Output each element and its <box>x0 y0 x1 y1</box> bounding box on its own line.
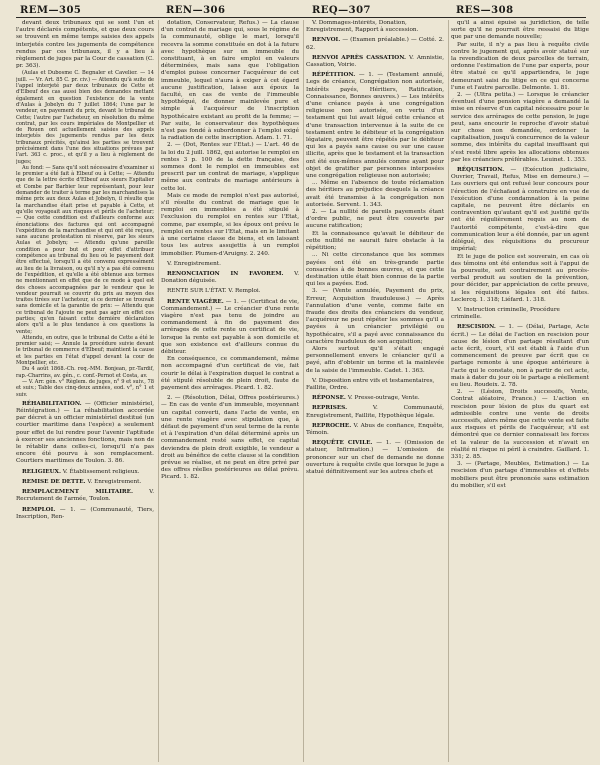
entry-title: RENONCIATION IN FAVOREM. <box>167 270 284 277</box>
entry-text: — (Exécution judiciaire, Ouvrier, Travail, Refus, Mise en demeure.) — Les ouvriers qui ont refusé leur concours pour l'érection de l'échafaud à construire en vue de l'exécution d'une condamnation à la peine capitale, ne peuvent être déclarés en contravention qu'autant qu'il est justifié qu'ils ont été régulièrement requis au nom de l'autorité compétente, c'est-à-dire que communication leur a été donnée, par un agent délégué, des réquisitions du procureur impérial; <box>451 167 589 253</box>
entry-title: REPROCHE. <box>312 422 352 429</box>
text-columns <box>16 20 588 762</box>
entry-requisition <box>451 167 589 253</box>
entry-rehabilitation <box>16 401 154 466</box>
entry-text: — 1. — (Omission de statuer, Infirmation.) — L'omission de prononcer sur un chef de demande ne donne ouverture à requête civile que lorsque le juge a statué définitivement sur les autres chefs et <box>306 440 444 475</box>
entry-remplacement-militaire <box>16 489 154 503</box>
entry-text: V. Établissement religieux. <box>62 468 140 475</box>
column-3 <box>306 20 444 760</box>
paragraph: Au fond: — Sans qu'il soit nécessaire d'examiner si le premier a été fait à Elbeuf ou à Cette; — Attendu que de la lettre écrite d'Elbeuf aux sieurs Espitalier et Combe par Barbier leur représentant, pour leur demander de traiter à terme par les marchandises la même prix aux deux Aulas et Jobelyn, il résulte que la marchandise était prise et payable à Cette, et qu'elle voyageait aux risques et périls de l'acheteur; — Que cette condition est d'ailleurs conforme aux énonciations des factures qui ont accompagné l'expédition de la marchandise et qui ont été reçues, sans aucune protestation ni réserve, par les sieurs Aulas et Jobelyn; — Attendu qu'une pareille condition a pour but et pour effet d'attribuer compétence au tribunal du lieu où le payement doit être effectué, lorsqu'il a été convenu expressément au lieu de la livraison, ou qu'il n'y a pas été convenu de l'expédition, et qu'elle a été obtenue aux termes ne mentionnant en effet que de ce mode à quel est des choses accompagnées par le vendeur que le vendeur pourrait se couvrir du prix au moyen des traites tirées sur l'acheteur, si ce dernier se trouvait sans domicile et la garantie de prix: — Attendu que ce tribunal de l'ajoute ne peut pas agir en effet ces parties; qu'en faisant cette dernière déclaration alors qu'il a le plus tendance à ces questions la vente; <box>16 164 154 335</box>
entry-renvoi-apres-cassation <box>306 55 444 69</box>
entry-title: RÉQUISITION. <box>457 167 505 174</box>
entry-reproche <box>306 423 444 437</box>
entry-text: V. Abus de confiance, Enquête, Témoin. <box>306 422 444 436</box>
paragraph: (Aulas et Dubosme C. Begnaler et Cavelier. — 14 juill. — Vr. Art. 85 C. pr. civ.) — Attendu qu'à suite de l'appel interjeté par deux tribunaux de Cette et d'Elbeuf des cas aussi bien des demandes mettant également en question l'existence de la vente d'Aulas à Jobelyn du 7 juillet 1864; l'une par le vendeur, en payement du prix, devant le tribunal de Cette; l'autre par l'acheteur, en résolution du même contrat, par les cours impériales de Montpellier et de Rouen ont actuellement saisies des appels interjetés des jugements rendus par les deux tribunaux précités, qu'ainsi les parties se trouvent précisément dans l'une des situations prévues par l'art. 363 c. proc., et qu'il y a lieu à règlement de juges; <box>16 70 154 165</box>
column-4 <box>451 20 589 760</box>
paragraph: 2. — (Résolution, Délai, Offres postérieures.) — En cas de vente d'un immeuble, moyennant un capital converti, dans l'acte de vente, en une rente viagère avec stipulation que, à défaut de payement d'un seul terme de la rente et à l'expiration d'un délai déterminé après un commandement resté sans effet, ce capital deviendra de plein droit exigible, le vendeur a droit au bénéfice de cette clause si la condition prévue se réalise, et ne peut en être privé par des offres réelles postérieures au délai prévu. Picard. 1. 82. <box>161 395 299 481</box>
entry-text: — 1. — (Communauté, Tiers, Inscription, Ren- <box>16 506 154 520</box>
entry-repetition <box>306 72 444 180</box>
entry-religieux <box>16 469 154 476</box>
paragraph: Et le juge de police est souverain, en cas où des témoins ont été entendus soit à l'appui de la poursuite, soit contrairement au procès-verbal produit au soutien de la prévention, pour décider, par appréciation de cette preuve, si les réquisitions légales ont été faites. Leclercq. 1. 318; Liéfard. 1. 318. <box>451 253 589 303</box>
entry-title: RÉPÉTITION. <box>312 72 356 79</box>
entry-text: V. Amnistie, Cassation, Voirie. <box>306 54 444 69</box>
entry-title: REMPLACEMENT MILITAIRE. <box>22 489 133 496</box>
entry-reprises <box>306 405 444 419</box>
entry-text: — (Examen préalable.) — Cotté. 2. 62. <box>306 37 444 51</box>
entry-title: RESCISION. <box>457 324 496 331</box>
entry-title: RENVOI APRÈS CASSATION. <box>312 54 407 61</box>
entry-text: — 1. — (Certificat de vie, Commandement.) — Le créancier d'une rente viagère n'est pas tenu de joindre au commandement à fin de payement des arrérages de cette rente un certificat de vie, lorsque la rente est payable à son domicile et que son existence est d'ailleurs connue du débiteur. <box>161 298 299 355</box>
entry-title: RÉPONSE. <box>312 395 346 402</box>
paragraph: Alors surtout qu'il s'était engagé personnellement envers le créancier qu'il a payé, afin d'obtenir un terme et la mainlevée de la saisie de l'immeuble. Cadet. 1. 363. <box>306 345 444 374</box>
paragraph: dotation, Conservateur, Refus.) — La clause d'un contrat de mariage qui, sous le régime de la communauté, oblige le mari, lorsqu'il recevra la somme constituée en dot à la future avec hypothèque sur un immeuble du constituant, à en faire emploi en valeurs déterminées, mais sans que l'obligation d'emploi puisse concerner l'acquéreur de cet immeuble, lequel n'aura à exiger à cet égard aucune justification, laisse aux époux la faculté, en cas de vente de l'immeuble hypothéqué, de donner mainlevée pure et simple à l'acquéreur de l'inscription hypothécaire existant au profit de la femme; — Par suite, le conservateur des hypothèques n'est pas fondé à subordonner à l'emploi exigé la radiation de cette inscription. Adam. 1. 71. <box>161 20 299 142</box>
entry-title: RENVOI. <box>312 37 341 44</box>
entry-rente-sur-letat: RENTE SUR L'ÉTAT. V. Remploi. <box>167 288 261 295</box>
paragraph: Du 4 août 1868.-Ch. req.-MM. Bonjean, pr.-Tardif, rap.-Charrins, av. gén., c. conf.-Pernot et Costa, av. <box>16 366 154 379</box>
paragraph: 2. — (Lésion, Droits successifs, Vente, Contrat aléatoire, France.) — L'action en rescision pour lésion de plus du quart est admissible contre une vente de droits successifs, alors même que cette vente est faite aux risques et périls de l'acquéreur, s'il est démontré que ce dernier connaissait les forces et la valeur de la succession et n'avait en réalité ni risque ni péril à craindre. Gaillard. 1. 331; 2. 85. <box>451 389 589 460</box>
column-1 <box>16 20 154 760</box>
entry-rente-viagere <box>161 299 299 357</box>
entry-text: V. Communauté, Enregistrement, Faillite, Hypothèque légale. <box>306 405 444 419</box>
paragraph: 2. — (Dot, Rentes sur l'Etat.) — L'art. 46 de la loi du 2 juill. 1862, qui autorise le remploi en rentes 3 p. 100 de la dette française, des sommes dont le remploi en immeubles est prescrit par un contrat de mariage, s'applique même aux contrats de mariage antérieurs à cette loi. <box>161 142 299 192</box>
entry-text: V. Presse-outrage, Vente. <box>347 395 420 402</box>
entry-title: RÉHABILITATION. <box>22 400 82 407</box>
entry-text: V. Enregistrement. <box>87 478 142 485</box>
entry-text: V. Recrutement de l'armée, Toulon. <box>16 489 154 503</box>
entry-requete-civile <box>306 440 444 476</box>
entry-see-also: V. Enregistrement. <box>167 260 221 267</box>
entry-title: RELIGIEUX. <box>22 468 61 475</box>
paragraph: 3. — (Vente annulée, Payement du prix, Erreur, Acquisition frauduleuse.) — Après l'annulation d'une vente, comme faite en fraude des droits des créanciers du vendeur, l'acquéreur ne peut répéter les sommes qu'il a payées à un créancier privilégié ou hypothécaire, s'il a payé avec connaissance du caractère frauduleux de son acquisition; <box>306 288 444 345</box>
entry-title: REPRISES. <box>312 405 348 412</box>
paragraph: Par suite, il n'y a pas lieu à requête civile contre le jugement qui, après avoir statué sur la revendication de deux parcelles de terrain, ordonne l'estimation de l'une par experts, pour être statué ce qu'il appartiendra, le juge demeurant saisi du litige en ce qui concerne l'une et l'autre parcelle. Delmonte. 1. 81. <box>451 41 589 91</box>
paragraph: — V. Arr. gén. v° Règlem. de juges, n° 9 et suiv., 78 et suiv.; Table des cinq-deux années, eod. v°, n° 1 et suiv. <box>16 378 154 398</box>
entry-text: — 1. — (Délai, Partage, Acte écrit.) — Le délai de l'action en rescision pour cause de lésion d'un partage résultant d'un acte écrit, court, s'il est établi à l'aide d'un commencement de preuve par écrit que ce partage remonte à une époque antérieure à l'acte qui le constate, non à partir de cet acte, mais à dater du jour où le partage a réellement eu lieu. Roudeix. 2. 78. <box>451 324 589 388</box>
paragraph: ... Ni cette circonstance que les sommes payées ont été en très-grande partie consacrées à de bonnes œuvres, et que cette destination utile était bien connue de la partie qui les a payées. Eod. <box>306 252 444 288</box>
running-head-3: REQ—307 <box>312 5 372 16</box>
paragraph: Et la connaissance qu'avait le débiteur de cette nullité ne saurait faire obstacle à la répétition; <box>306 230 444 252</box>
entry-renonciation <box>161 271 299 285</box>
entry-remise-de-dette <box>16 479 154 486</box>
entry-title: RENTE VIAGÈRE. <box>167 298 224 305</box>
running-head-1: REM—305 <box>20 5 82 16</box>
running-head-2: REN—306 <box>166 5 226 16</box>
running-head <box>16 5 586 18</box>
entry-renvoi <box>306 37 444 51</box>
column-2 <box>161 20 299 760</box>
paragraph: 3. — (Partage, Meubles, Estimation.) — La rescision d'un partage d'immeubles et d'effets mobiliers peut être prononcée sans estimation du mobilier, s'il est <box>451 461 589 489</box>
paragraph: 2. — (Ultra petita.) — Lorsque le créancier éventuel d'une pension viagère a demandé la mise en réserve d'un capital nécessaire pour le service des arrérages de cette pension, le juge peut, sans encourir le reproche d'avoir statué sur chose non demandée, ordonner la capitalisation, jusqu'à concurrence de la valeur somme, des intérêts du capital insuffisant qui s'est resté libre après les allocations obtenues par les créanciers préférables. Leuinet. 1. 353. <box>451 92 589 163</box>
running-head-4: RES—308 <box>456 5 514 16</box>
paragraph: V. Dommages-intérêts, Donation, Enregistrement, Rapport à succession. <box>306 20 419 34</box>
entry-text: V. Donation déguisée. <box>161 270 299 285</box>
paragraph: qu'il a ainsi épuisé sa juridiction, de telle sorte qu'il ne pourrait être ressaisi du litige que par une demande nouvelle; <box>451 20 589 41</box>
entry-title: REMISE DE DETTE. <box>22 478 86 485</box>
entry-title: REMPLOI. <box>22 506 56 513</box>
paragraph: En conséquence, ce commandement, même non accompagné d'un certificat de vie, fait courir le délai à l'expiration duquel le contrat a été stipulé résoluble de plein droit, faute de payement des arrérages. Picard. 1. 82. <box>161 356 299 391</box>
paragraph: V. Disposition entre vifs et testamentaires, Faillite, Ordre. <box>306 377 435 391</box>
paragraph: Attendu, en outre, que le tribunal de Cette a été le premier saisi; — Annule la procédure suivie devant le tribunal de commerce d'Elbeuf; maintient la cause et les parties en l'état d'appel devant la cour de Montpellier, etc. <box>16 334 154 367</box>
paragraph: devant deux tribunaux qui se sont l'un et l'autre déclarés compétents, et que deux cours se trouvent en même temps saisies des appels interjetés contre les jugements de compétence rendus par ces tribunaux, il y a lieu à règlement de juges par la Cour de cassation (C. pr. 363). <box>16 20 154 70</box>
entry-text: — 1. — (Testament annulé, Legs de créance, Congrégation non autorisée, Intérêts payés, Héritiers, Ratification, Connaissance, Bonnes œuvres.) — Les intérêts d'une créance payés à une congrégation religieuse non autorisée, en vertu d'un testament qui lui avait légué cette créance et d'une transaction intervenue à la suite de ce testament entre le débiteur et la congrégation légataire, peuvent être répétés par le débiteur qui les a payés sans cause ou sur une cause illicite, après que le testament et la transaction ont été eux-mêmes annulés comme ayant pour objet de gratifier par personnes interposées une congrégation religieuse non autorisée; <box>306 72 444 180</box>
paragraph: 2. — La nullité de pareils payements étant d'ordre public, ne peut être couverte par aucune ratification; <box>306 209 444 230</box>
paragraph: Mais ce mode de remploi n'est pas autorisé, s'il résulte du contrat de mariage que le remploi en immeubles a été stipulé à l'exclusion du remploi en rentes sur l'Etat, comme, par exemple, si les époux ont prévu le remploi en rentes sur l'Etat, mais en le limitant à une certaine classe de biens, et en laissant tous les autres assujettis à un remploi immobilier. Plumen-d'Aruigny. 2. 240. <box>161 192 299 257</box>
paragraph: ... Même en l'absence de toute réclamation des héritiers au préjudice desquels la créance avait été transmise à la congrégation non autorisée. Servent. 1. 343. <box>306 180 444 208</box>
entry-text: — (Officier ministériel, Réintégration.) — La réhabilitation accordée par décret à un officier ministériel destitué (un courtier maritime dans l'espèce) a seulement pour effet de lui rendre pour l'avenir l'aptitude à exercer ses anciennes fonctions, mais non de le rétablir dans celles-ci, lorsqu'il n'a pas encore été pourvu à son remplacement. Courtiers maritimes de Toulon. 3. 86. <box>16 400 154 465</box>
paragraph: V. Instruction criminelle, Procédure criminelle. <box>451 306 560 321</box>
entry-rescision <box>451 324 589 389</box>
entry-title: REQUÊTE CIVILE. <box>312 440 373 447</box>
entry-reponse <box>306 395 444 402</box>
entry-remploi <box>16 507 154 521</box>
